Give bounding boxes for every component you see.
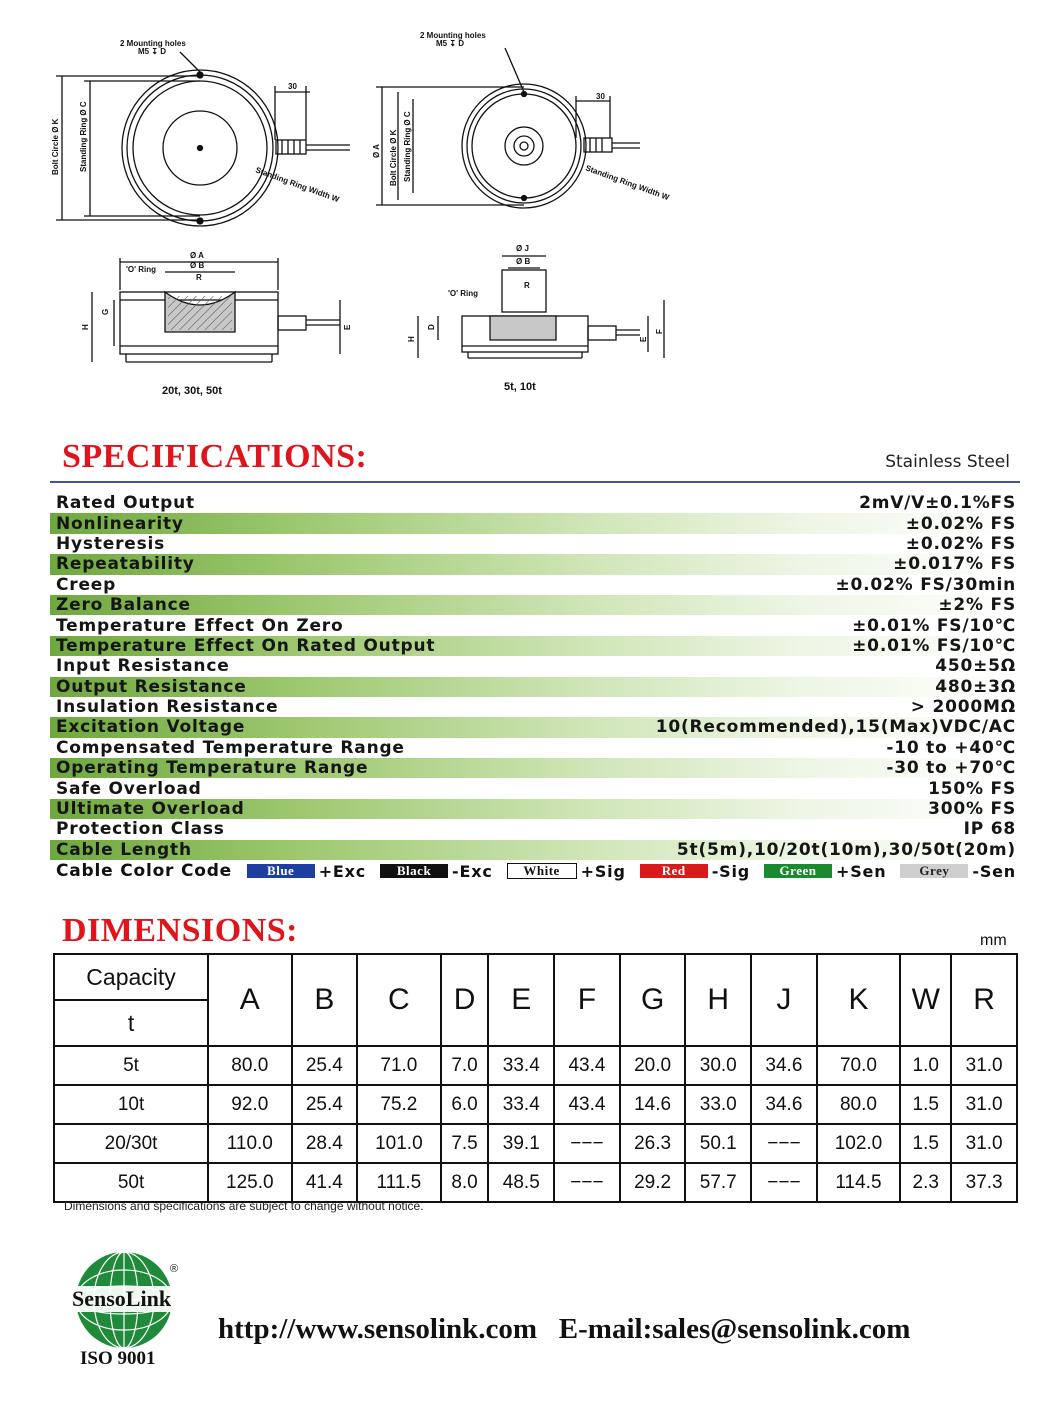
- spec-row: [50, 778, 1020, 798]
- caption-large: 20t, 30t, 50t: [162, 385, 222, 397]
- dimensions-table: [53, 953, 1018, 1203]
- contact-line: [218, 1313, 910, 1346]
- cable-color-chip: Black: [380, 864, 448, 878]
- website-link[interactable]: http://www.sensolink.com: [218, 1313, 538, 1345]
- table-cell: 6.0: [441, 1085, 489, 1124]
- table-cell: 71.0: [357, 1046, 440, 1085]
- g-label: G: [101, 308, 110, 315]
- o-ring-label-small: 'O' Ring: [448, 289, 479, 298]
- table-cell: 111.5: [357, 1163, 440, 1202]
- table-cell: 33.4: [488, 1046, 554, 1085]
- table-cell: 14.6: [620, 1085, 686, 1124]
- table-cell: 31.0: [951, 1085, 1017, 1124]
- table-cell: 30.0: [685, 1046, 751, 1085]
- spec-value: 300% FS: [928, 799, 1016, 820]
- r-label-small: R: [524, 281, 530, 290]
- dimension-column-header: B: [292, 954, 358, 1046]
- specifications-list: [50, 493, 1020, 882]
- phi-j-label: Ø J: [516, 244, 529, 253]
- cable-color-row: [50, 860, 1020, 882]
- dim-30-label: 30: [288, 82, 297, 91]
- table-cell: 31.0: [951, 1046, 1017, 1085]
- phi-b-label: Ø B: [190, 261, 205, 270]
- f-label-small: F: [655, 329, 664, 334]
- table-cell: −−−: [751, 1163, 817, 1202]
- technical-drawings: [0, 0, 720, 420]
- spec-row: [50, 636, 1020, 656]
- table-cell: 28.4: [292, 1124, 358, 1163]
- table-cell: 101.0: [357, 1124, 440, 1163]
- table-cell: 29.2: [620, 1163, 686, 1202]
- cable-code-grey: [900, 862, 1016, 881]
- table-cell: 80.0: [208, 1046, 291, 1085]
- dimension-column-header: J: [751, 954, 817, 1046]
- spec-value: 480±3Ω: [935, 676, 1016, 697]
- h-label: H: [81, 324, 90, 330]
- table-cell: 1.5: [900, 1124, 951, 1163]
- spec-row: [50, 554, 1020, 574]
- table-row: [54, 1046, 1017, 1085]
- spec-value: ±0.01% FS/10℃: [852, 615, 1016, 636]
- dimension-column-header: R: [951, 954, 1017, 1046]
- mounting-holes-label-small: 2 Mounting holes: [420, 31, 486, 40]
- spec-rows: [50, 493, 1020, 860]
- top-view-small: [376, 48, 640, 208]
- dimensions-body: [54, 1046, 1017, 1202]
- cable-color-codes: [239, 862, 1016, 881]
- dimension-column-header: H: [685, 954, 751, 1046]
- table-cell: 43.4: [554, 1085, 620, 1124]
- e-label-small: E: [639, 336, 648, 342]
- dimensions-note: Dimensions and specifications are subject to change without notice.: [64, 1199, 424, 1213]
- spec-value: ±0.02% FS/30min: [835, 574, 1016, 595]
- table-cell: −−−: [554, 1124, 620, 1163]
- bolt-circle-label-small: Bolt Circle Ø K: [389, 129, 398, 186]
- table-cell: 41.4: [292, 1163, 358, 1202]
- standing-width-label: Standing Ring Width W: [254, 165, 341, 205]
- spec-row: [50, 534, 1020, 554]
- logo-text: SensoLink: [72, 1286, 172, 1311]
- phi-b-label-small: Ø B: [516, 257, 531, 266]
- dimension-column-header: A: [208, 954, 291, 1046]
- cable-signal: +Exc: [318, 861, 367, 881]
- spec-label: Compensated Temperature Range: [56, 737, 405, 758]
- table-cell: 34.6: [751, 1085, 817, 1124]
- spec-label: Rated Output: [56, 493, 195, 514]
- table-cell: −−−: [554, 1163, 620, 1202]
- spec-label: Insulation Resistance: [56, 697, 279, 718]
- dimensions-title: DIMENSIONS:: [62, 912, 298, 949]
- mounting-holes-label: 2 Mounting holes: [120, 39, 186, 48]
- table-cell: 102.0: [817, 1124, 900, 1163]
- table-row: [54, 1163, 1017, 1202]
- spec-value: -30 to +70℃: [886, 758, 1016, 779]
- top-view-large: [56, 52, 350, 226]
- h-label-small: H: [407, 336, 416, 342]
- table-row: [54, 1085, 1017, 1124]
- spec-row: [50, 493, 1020, 513]
- cable-color-chip: Green: [764, 864, 832, 878]
- spec-row: [50, 840, 1020, 860]
- table-cell: 39.1: [488, 1124, 554, 1163]
- standing-ring-label-small: Standing Ring Ø C: [403, 111, 412, 182]
- spec-row: [50, 799, 1020, 819]
- spec-value: -10 to +40℃: [886, 737, 1016, 758]
- spec-label: Safe Overload: [56, 778, 202, 799]
- table-cell: 20.0: [620, 1046, 686, 1085]
- spec-value: ±0.02% FS: [905, 533, 1016, 554]
- table-cell: 1.0: [900, 1046, 951, 1085]
- table-cell: −−−: [751, 1124, 817, 1163]
- spec-row: [50, 819, 1020, 839]
- dimension-column-header: D: [441, 954, 489, 1046]
- dimensions-header-row: [54, 954, 1017, 1000]
- dimension-column-header: G: [620, 954, 686, 1046]
- o-ring-label: 'O' Ring: [126, 265, 157, 274]
- spec-label: Temperature Effect On Rated Output: [56, 635, 436, 656]
- table-cell: 48.5: [488, 1163, 554, 1202]
- cable-signal: -Exc: [452, 861, 493, 881]
- table-cell: 125.0: [208, 1163, 291, 1202]
- dim-30-label-small: 30: [596, 92, 605, 101]
- standing-width-label-small: Standing Ring Width W: [584, 163, 671, 203]
- table-row: [54, 1124, 1017, 1163]
- spec-value: ±2% FS: [938, 595, 1016, 616]
- spec-row: [50, 677, 1020, 697]
- spec-row: [50, 595, 1020, 615]
- caption-small: 5t, 10t: [504, 381, 536, 393]
- spec-value: ±0.02% FS: [905, 513, 1016, 534]
- spec-label: Ultimate Overload: [56, 799, 245, 820]
- table-cell: 7.5: [441, 1124, 489, 1163]
- mounting-spec-label-small: M5 ↧ D: [436, 39, 465, 48]
- spec-label: Repeatability: [56, 554, 195, 575]
- table-cell: 33.4: [488, 1085, 554, 1124]
- spec-value: 10(Recommended),15(Max)VDC/AC: [655, 717, 1016, 738]
- spec-label: Zero Balance: [56, 595, 191, 616]
- standing-ring-label: Standing Ring Ø C: [79, 101, 88, 172]
- phi-a-label: Ø A: [190, 251, 204, 260]
- table-cell: 7.0: [441, 1046, 489, 1085]
- spec-label: Nonlinearity: [56, 513, 184, 534]
- specifications-rule: [50, 481, 1020, 483]
- table-cell: 8.0: [441, 1163, 489, 1202]
- cable-color-chip: Blue: [247, 864, 315, 878]
- dimensions-unit: mm: [980, 932, 1007, 949]
- table-cell: 50.1: [685, 1124, 751, 1163]
- table-cell: 1.5: [900, 1085, 951, 1124]
- table-cell: 33.0: [685, 1085, 751, 1124]
- cable-code-white: [507, 862, 626, 881]
- capacity-cell: 20/30t: [54, 1124, 208, 1163]
- cable-color-chip: Red: [640, 864, 708, 878]
- spec-label: Creep: [56, 574, 117, 595]
- capacity-cell: 5t: [54, 1046, 208, 1085]
- spec-row: [50, 615, 1020, 635]
- spec-value: 150% FS: [928, 778, 1016, 799]
- dimension-column-header: F: [554, 954, 620, 1046]
- cable-color-label: Cable Color Code: [56, 861, 233, 882]
- spec-value: 450±5Ω: [935, 656, 1016, 677]
- spec-row: [50, 656, 1020, 676]
- table-cell: 26.3: [620, 1124, 686, 1163]
- spec-value: ±0.017% FS: [893, 554, 1016, 575]
- spec-value: 2mV/V±0.1%FS: [859, 493, 1016, 514]
- spec-value: IP 68: [963, 819, 1016, 840]
- table-cell: 57.7: [685, 1163, 751, 1202]
- table-cell: 37.3: [951, 1163, 1017, 1202]
- spec-value: ±0.01% FS/10℃: [852, 635, 1016, 656]
- table-cell: 34.6: [751, 1046, 817, 1085]
- spec-row: [50, 575, 1020, 595]
- registered-mark: ®: [170, 1263, 179, 1275]
- side-view-small: [418, 256, 664, 358]
- spec-row: [50, 717, 1020, 737]
- cable-code-green: [764, 862, 886, 881]
- e-label: E: [343, 324, 352, 330]
- table-cell: 25.4: [292, 1046, 358, 1085]
- spec-label: Excitation Voltage: [56, 717, 246, 738]
- cable-color-chip: Grey: [900, 864, 968, 878]
- spec-label: Output Resistance: [56, 676, 247, 697]
- cable-color-chip: White: [507, 863, 577, 879]
- spec-row: [50, 697, 1020, 717]
- table-cell: 31.0: [951, 1124, 1017, 1163]
- dimension-column-header: K: [817, 954, 900, 1046]
- table-cell: 70.0: [817, 1046, 900, 1085]
- email-link[interactable]: E-mail:sales@sensolink.com: [558, 1313, 911, 1345]
- table-cell: 80.0: [817, 1085, 900, 1124]
- spec-label: Hysteresis: [56, 533, 166, 554]
- mounting-spec-label: M5 ↧ D: [138, 47, 167, 56]
- cable-code-blue: [247, 862, 366, 881]
- specifications-title: SPECIFICATIONS:: [62, 438, 368, 475]
- spec-label: Input Resistance: [56, 656, 230, 677]
- capacity-header: Capacity: [54, 954, 208, 1000]
- d-label-small: D: [427, 324, 436, 330]
- capacity-unit-header: t: [54, 1000, 208, 1046]
- spec-label: Operating Temperature Range: [56, 758, 369, 779]
- bolt-circle-label: Bolt Circle Ø K: [51, 118, 60, 175]
- spec-label: Temperature Effect On Zero: [56, 615, 344, 636]
- spec-value: > 2000MΩ: [910, 697, 1016, 718]
- material-label: Stainless Steel: [885, 452, 1010, 472]
- spec-row: [50, 738, 1020, 758]
- table-cell: 110.0: [208, 1124, 291, 1163]
- r-label: R: [196, 273, 202, 282]
- cable-code-black: [380, 862, 493, 881]
- cable-code-red: [640, 862, 750, 881]
- spec-label: Cable Length: [56, 839, 192, 860]
- spec-value: 5t(5m),10/20t(10m),30/50t(20m): [676, 839, 1016, 860]
- spec-label: Protection Class: [56, 819, 225, 840]
- iso-label: ISO 9001: [80, 1348, 156, 1369]
- spec-row: [50, 513, 1020, 533]
- dimension-column-header: E: [488, 954, 554, 1046]
- dimension-column-header: C: [357, 954, 440, 1046]
- capacity-cell: 50t: [54, 1163, 208, 1202]
- table-cell: 75.2: [357, 1085, 440, 1124]
- table-cell: 92.0: [208, 1085, 291, 1124]
- cable-signal: -Sen: [972, 861, 1016, 881]
- capacity-cell: 10t: [54, 1085, 208, 1124]
- cable-signal: -Sig: [711, 861, 751, 881]
- spec-row: [50, 758, 1020, 778]
- table-cell: 114.5: [817, 1163, 900, 1202]
- table-cell: 43.4: [554, 1046, 620, 1085]
- table-cell: 2.3: [900, 1163, 951, 1202]
- cable-signal: +Sig: [580, 861, 626, 881]
- dimension-column-header: W: [900, 954, 951, 1046]
- phi-a-label-small: Ø A: [372, 144, 381, 158]
- cable-signal: +Sen: [836, 861, 887, 881]
- table-cell: 25.4: [292, 1085, 358, 1124]
